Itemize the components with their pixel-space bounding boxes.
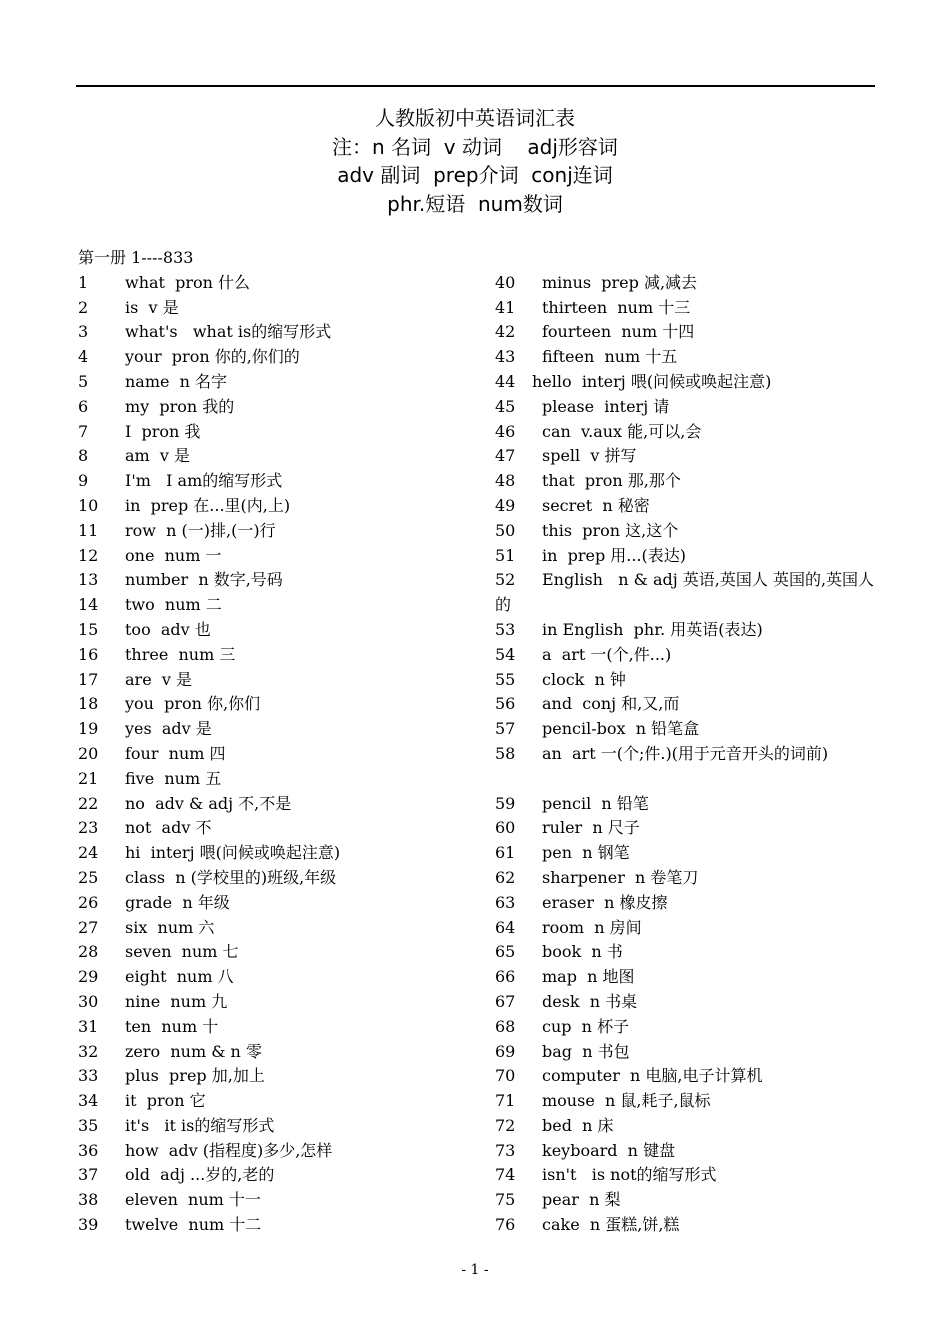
- vocab-entry: [78, 940, 468, 965]
- entry-text: what's what is的缩写形式: [125, 322, 332, 342]
- entry-text: grade n 年级: [125, 892, 230, 912]
- entry-number: 6: [78, 396, 89, 416]
- entry-text: room n 房间: [542, 917, 642, 937]
- entry-number: 60: [495, 818, 516, 838]
- vocab-entry: [78, 420, 468, 445]
- vocab-entry: [78, 1213, 468, 1238]
- entry-text: book n 书: [542, 942, 623, 962]
- vocab-entry: [495, 1139, 880, 1164]
- vocab-entry: [78, 618, 468, 643]
- entry-text: bag n 书包: [542, 1041, 630, 1061]
- entry-text: number n 数字,号码: [125, 570, 283, 590]
- vocab-entry: [495, 668, 880, 693]
- entry-number: 66: [495, 967, 516, 987]
- entry-text: nine num 九: [125, 991, 228, 1011]
- vocab-entry: [78, 296, 468, 321]
- entry-number: 61: [495, 843, 516, 863]
- entry-number: 31: [78, 1016, 99, 1036]
- document-title: 人教版初中英语词汇表: [375, 106, 575, 130]
- vocab-entry: [495, 866, 880, 891]
- entry-text: three num 三: [125, 644, 236, 664]
- entry-text: row n (一)排,(一)行: [125, 520, 276, 540]
- vocab-entry: [78, 717, 468, 742]
- vocab-entry: [78, 345, 468, 370]
- entry-number: 12: [78, 545, 99, 565]
- entry-number: 14: [78, 595, 99, 615]
- entry-text: desk n 书桌: [542, 991, 638, 1011]
- entry-number: 17: [78, 669, 99, 689]
- vocab-entry: [78, 965, 468, 990]
- vocab-entry: [78, 990, 468, 1015]
- vocab-entry: [78, 792, 468, 817]
- entry-text: isn't is not的缩写形式: [542, 1165, 717, 1185]
- entry-number: 63: [495, 892, 516, 912]
- entry-text: your pron 你的,你们的: [125, 347, 300, 367]
- entry-number: 50: [495, 520, 516, 540]
- entry-number: 1: [78, 272, 89, 292]
- entry-text: spell v 拼写: [542, 446, 637, 466]
- entry-number: 67: [495, 991, 516, 1011]
- entry-text: am v 是: [125, 446, 191, 466]
- entry-text: are v 是: [125, 669, 192, 689]
- vocab-entry: [78, 469, 468, 494]
- entry-number: 10: [78, 495, 99, 515]
- entry-number: 76: [495, 1215, 516, 1235]
- vocab-entry: [78, 519, 468, 544]
- entry-text: yes adv 是: [125, 719, 212, 739]
- entry-text: six num 六: [125, 917, 215, 937]
- vocab-entry: [495, 494, 880, 519]
- vocab-entry: [495, 692, 880, 717]
- entry-text: in English phr. 用英语(表达): [542, 619, 763, 639]
- entry-text: in prep 用...(表达): [542, 545, 687, 565]
- vocab-entry: [495, 444, 880, 469]
- entry-text: a art 一(个,件...): [542, 644, 672, 664]
- vocab-entry: [495, 717, 880, 742]
- vocab-entry: [495, 990, 880, 1015]
- entry-number: 33: [78, 1066, 99, 1086]
- entry-text: an art 一(个;件.)(用于元音开头的词前): [542, 743, 829, 763]
- vocab-entry: [495, 1015, 880, 1040]
- entry-number: 23: [78, 818, 99, 838]
- entry-number: 5: [78, 371, 89, 391]
- entry-number: 34: [78, 1091, 99, 1111]
- entry-text: how adv (指程度)多少,怎样: [125, 1140, 333, 1160]
- entry-text: too adv 也: [125, 619, 211, 639]
- vocab-entry: [78, 444, 468, 469]
- entry-text: please interj 请: [542, 396, 670, 416]
- entry-number: 72: [495, 1115, 516, 1135]
- entry-number: 24: [78, 843, 99, 863]
- vocab-entry: [495, 841, 880, 866]
- entry-number: 55: [495, 669, 516, 689]
- vocab-entry: [495, 1213, 880, 1238]
- vocab-entry: [495, 940, 880, 965]
- entry-text: twelve num 十二: [125, 1215, 262, 1235]
- vocab-entry: [495, 916, 880, 941]
- vocab-entry: [495, 469, 880, 494]
- entry-text: bed n 床: [542, 1115, 614, 1135]
- entry-number: 29: [78, 967, 99, 987]
- entry-text: pencil-box n 铅笔盒: [542, 719, 700, 739]
- entry-number: 48: [495, 471, 516, 491]
- vocab-entry: [495, 271, 880, 296]
- entry-text: map n 地图: [542, 967, 635, 987]
- entry-number: 15: [78, 619, 99, 639]
- entry-number: 11: [78, 520, 99, 540]
- entry-text: old adj ...岁的,老的: [125, 1165, 275, 1185]
- entry-number: 25: [78, 867, 99, 887]
- entry-number: 73: [495, 1140, 516, 1160]
- entry-number: 41: [495, 297, 516, 317]
- vocab-entry: [495, 544, 880, 569]
- entry-number: 4: [78, 347, 89, 367]
- entry-number: 27: [78, 917, 99, 937]
- entry-text: pen n 钢笔: [542, 843, 630, 863]
- vocab-entry: [495, 568, 880, 618]
- entry-number: 32: [78, 1041, 99, 1061]
- entry-number: 59: [495, 793, 516, 813]
- entry-number: 45: [495, 396, 516, 416]
- entry-text: cake n 蛋糕,饼,糕: [542, 1215, 680, 1235]
- entry-number: 22: [78, 793, 99, 813]
- vocabulary-column-left: [78, 246, 468, 1238]
- entry-number: 75: [495, 1190, 516, 1210]
- entry-number: 69: [495, 1041, 516, 1061]
- entry-number: 18: [78, 694, 99, 714]
- entry-number: 54: [495, 644, 516, 664]
- entry-text: it pron 它: [125, 1091, 206, 1111]
- entry-text: hi interj 喂(问候或唤起注意): [125, 843, 341, 863]
- vocab-entry: [495, 1163, 880, 1188]
- column-spacer: [495, 246, 880, 271]
- vocab-entry: [78, 593, 468, 618]
- entry-number: 37: [78, 1165, 99, 1185]
- abbreviation-note-line-2: adv 副词 prep介词 conj连词: [337, 163, 613, 187]
- entry-number: 26: [78, 892, 99, 912]
- document-heading: [0, 104, 950, 218]
- entry-text: I'm I am的缩写形式: [125, 471, 283, 491]
- entry-number: 35: [78, 1115, 99, 1135]
- entry-number: 2: [78, 297, 89, 317]
- vocabulary-column-right: [495, 246, 880, 1238]
- entry-number: 74: [495, 1165, 516, 1185]
- entry-text: one num 一: [125, 545, 222, 565]
- top-rule: [76, 85, 875, 87]
- entry-text: secret n 秘密: [542, 495, 650, 515]
- vocab-entry: [495, 1040, 880, 1065]
- entry-text: five num 五: [125, 768, 222, 788]
- entry-text: thirteen num 十三: [542, 297, 691, 317]
- entry-text: you pron 你,你们: [125, 694, 261, 714]
- entry-text: can v.aux 能,可以,会: [542, 421, 702, 441]
- vocab-entry: [495, 1064, 880, 1089]
- entry-number: 8: [78, 446, 89, 466]
- entry-text: and conj 和,又,而: [542, 694, 680, 714]
- vocab-entry: [495, 420, 880, 445]
- entry-text: ten num 十: [125, 1016, 219, 1036]
- entry-text: keyboard n 键盘: [542, 1140, 676, 1160]
- vocab-entry: [78, 1089, 468, 1114]
- entry-number: 57: [495, 719, 516, 739]
- entry-number: 13: [78, 570, 99, 590]
- vocab-entry: [495, 891, 880, 916]
- vocab-entry: [495, 1089, 880, 1114]
- entry-number: 51: [495, 545, 516, 565]
- entry-text: minus prep 减,减去: [542, 272, 698, 292]
- entry-number: 9: [78, 471, 89, 491]
- vocab-entry: [495, 1188, 880, 1213]
- vocab-entry: [78, 1139, 468, 1164]
- entry-number: 58: [495, 743, 516, 763]
- entry-text: that pron 那,那个: [542, 471, 681, 491]
- vocab-entry: [78, 544, 468, 569]
- entry-number: 43: [495, 347, 516, 367]
- entry-number: 39: [78, 1215, 99, 1235]
- entry-text: fifteen num 十五: [542, 347, 678, 367]
- entry-number: 53: [495, 619, 516, 639]
- entry-number: 36: [78, 1140, 99, 1160]
- entry-number: 62: [495, 867, 516, 887]
- vocab-entry: [495, 816, 880, 841]
- vocab-entry: [78, 692, 468, 717]
- vocab-entry: [495, 320, 880, 345]
- vocab-entry: [78, 841, 468, 866]
- vocab-entry: [78, 370, 468, 395]
- entry-number: 71: [495, 1091, 516, 1111]
- entry-text: fourteen num 十四: [542, 322, 695, 342]
- vocab-entry: [78, 1188, 468, 1213]
- abbreviation-note-line-1: 注：n 名词 v 动词 adj形容词: [332, 134, 618, 159]
- vocab-entry: [78, 568, 468, 593]
- vocab-entry: [495, 395, 880, 420]
- entry-text: in prep 在...里(内,上): [125, 495, 291, 515]
- vocab-entry: [78, 271, 468, 296]
- entry-number: 3: [78, 322, 89, 342]
- entry-number: 16: [78, 644, 99, 664]
- vocab-entry: [495, 1114, 880, 1139]
- entry-text: no adv & adj 不,不是: [125, 793, 292, 813]
- entry-number: 64: [495, 917, 516, 937]
- entry-text: name n 名字: [125, 371, 228, 391]
- entry-text: ruler n 尺子: [542, 818, 640, 838]
- abbreviation-note-line-3: phr.短语 num数词: [387, 191, 563, 216]
- entry-text: pencil n 铅笔: [542, 793, 649, 813]
- entry-text: I pron 我: [125, 421, 201, 441]
- entry-number: 44: [495, 371, 516, 391]
- vocab-entry: [495, 296, 880, 321]
- page-number: - 1 -: [461, 1262, 489, 1278]
- vocab-entry: [495, 618, 880, 643]
- vocab-entry: [495, 370, 880, 395]
- vocab-entry: [78, 1064, 468, 1089]
- entry-number: 38: [78, 1190, 99, 1210]
- entry-text: my pron 我的: [125, 396, 235, 416]
- vocab-entry: [78, 891, 468, 916]
- entry-number: 28: [78, 942, 99, 962]
- entry-text: sharpener n 卷笔刀: [542, 867, 699, 887]
- vocab-entry: [78, 1114, 468, 1139]
- entry-text: hello interj 喂(问候或唤起注意): [532, 371, 772, 391]
- entry-text: this pron 这,这个: [542, 520, 679, 540]
- vocab-entry: [495, 792, 880, 817]
- entry-number: 19: [78, 719, 99, 739]
- entry-text: not adv 不: [125, 818, 212, 838]
- entry-number: 70: [495, 1066, 516, 1086]
- vocab-entry: [495, 643, 880, 668]
- entry-number: 21: [78, 768, 99, 788]
- entry-number: 56: [495, 694, 516, 714]
- entry-text: eraser n 橡皮擦: [542, 892, 668, 912]
- volume-label: 第一册 1----833: [78, 248, 194, 267]
- vocab-entry: [78, 866, 468, 891]
- entry-number: 20: [78, 743, 99, 763]
- entry-text: eleven num 十一: [125, 1190, 261, 1210]
- entry-text: zero num & n 零: [125, 1041, 262, 1061]
- vocab-entry: [78, 643, 468, 668]
- vocab-entry: [78, 1163, 468, 1188]
- entry-number: 40: [495, 272, 516, 292]
- entry-text: two num 二: [125, 595, 222, 615]
- entry-text: four num 四: [125, 743, 226, 763]
- entry-number: 46: [495, 421, 516, 441]
- entry-text: eight num 八: [125, 967, 234, 987]
- entry-number: 68: [495, 1016, 516, 1036]
- vocab-entry: [495, 519, 880, 544]
- vocab-entry: [78, 916, 468, 941]
- entry-number: 49: [495, 495, 516, 515]
- entry-text: it's it is的缩写形式: [125, 1115, 275, 1135]
- entry-number: 42: [495, 322, 516, 342]
- vocab-entry: [495, 345, 880, 370]
- vocab-entry: [78, 395, 468, 420]
- entry-text: English n & adj 英语,英国人 英国的,英国人的: [495, 570, 875, 615]
- entry-text: is v 是: [125, 297, 179, 317]
- entry-number: 7: [78, 421, 89, 441]
- entry-text: clock n 钟: [542, 669, 626, 689]
- vocab-entry: [78, 742, 468, 767]
- entry-text: pear n 梨: [542, 1190, 621, 1210]
- entry-text: mouse n 鼠,耗子,鼠标: [542, 1091, 711, 1111]
- vocab-entry: [78, 1040, 468, 1065]
- vocab-entry: [78, 668, 468, 693]
- vocab-entry: [78, 1015, 468, 1040]
- entry-text: cup n 杯子: [542, 1016, 630, 1036]
- entry-number: 65: [495, 942, 516, 962]
- entry-text: class n (学校里的)班级,年级: [125, 867, 337, 887]
- entry-text: computer n 电脑,电子计算机: [542, 1066, 763, 1086]
- vocab-entry: [495, 742, 880, 792]
- vocab-entry: [78, 494, 468, 519]
- entry-text: plus prep 加,加上: [125, 1066, 265, 1086]
- entry-text: what pron 什么: [125, 272, 251, 292]
- vocab-entry: [495, 965, 880, 990]
- vocab-entry: [78, 320, 468, 345]
- entry-number: 30: [78, 991, 99, 1011]
- entry-text: seven num 七: [125, 942, 239, 962]
- vocab-entry: [78, 767, 468, 792]
- entry-number: 52: [495, 570, 516, 590]
- entry-number: 47: [495, 446, 516, 466]
- vocab-entry: [78, 816, 468, 841]
